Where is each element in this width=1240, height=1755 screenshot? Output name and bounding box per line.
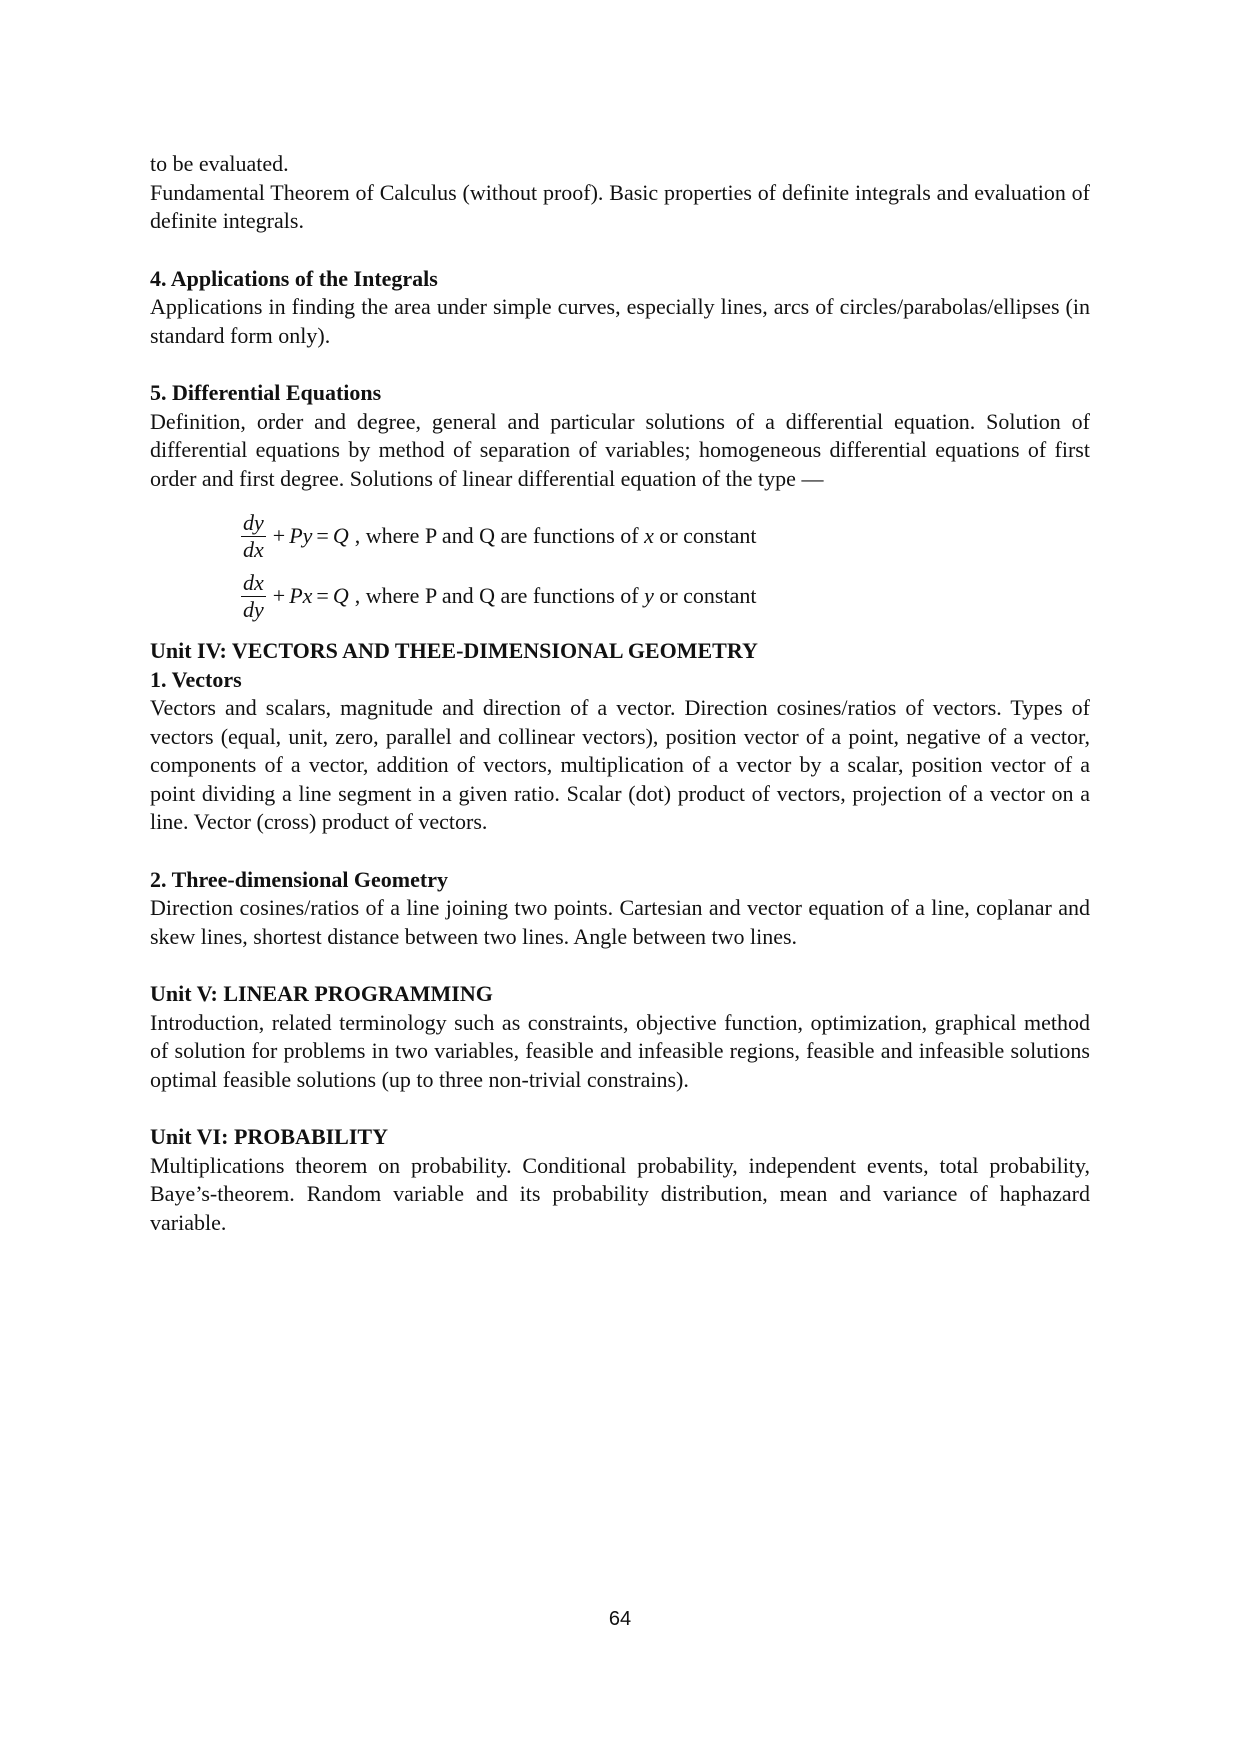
equation-description-tail: or constant [653,582,757,608]
equation-description-text: , where P and Q are functions of [354,522,645,548]
section-body-linear-programming: Introduction, related terminology such as constraints, objective function, optimization, graphical method of solution for problems in two variables, feasible and infeasible regions, feasible and infeasible solutions optimal feasible solutions (up to three non-trivial constrains). [150,1009,1090,1092]
unit-heading-probability: Unit VI: PROBABILITY [150,1124,388,1149]
section-body-differential: Definition, order and degree, general and particular solutions of a differential equation. Solution of differential equations by method of separation of variables; homogeneous differential equations of first order and first degree. Solutions of linear differential equation of the type — [150,408,1090,491]
equation-description-tail: or constant [653,522,757,548]
fraction-denominator: dx [243,536,264,562]
section-heading-geometry: 2. Three-dimensional Geometry [150,866,448,892]
unit-heading-vectors-geometry: Unit IV: VECTORS AND THEE-DIMENSIONAL GEOMETRY [150,638,758,663]
equation-expression [241,570,349,623]
equation-variable: x [644,522,654,548]
equation-dy-dx [241,507,1090,565]
equation-dx-dy [241,567,1090,625]
fraction-numerator: dy [243,509,264,535]
equals-sign: = [316,522,329,548]
spacer [150,951,1090,980]
section-body-applications: Applications in finding the area under simple curves, especially lines, arcs of circles/parabolas/ellipses (in standard form only). [150,294,1090,348]
equation-term: Py [289,522,313,548]
section-heading-differential: 5. Differential Equations [150,380,382,405]
equation-rhs: Q [332,522,349,548]
unit-heading-linear-programming: Unit V: LINEAR PROGRAMMING [150,981,493,1006]
fraction [241,570,266,623]
spacer [150,837,1090,866]
fraction-denominator: dy [243,596,264,622]
intro-paragraph: Fundamental Theorem of Calculus (without proof). Basic properties of definite integrals and evaluation of definite integrals. [150,179,1090,233]
equation-description [355,522,757,551]
page-number: 64 [608,1608,632,1630]
spacer [150,350,1090,379]
intro-line: to be evaluated. [150,151,289,176]
equals-sign: = [316,582,329,608]
section-body-geometry: Direction cosines/ratios of a line joining two points. Cartesian and vector equation of a line, coplanar and skew lines, shortest distance between two lines. Angle between two lines. [150,895,1090,949]
equation-variable: y [644,582,654,608]
equation-description [355,582,757,611]
fraction [241,510,266,563]
section-heading-vectors: 1. Vectors [150,666,242,692]
equation-description-text: , where P and Q are functions of [354,582,645,608]
plus-sign: + [272,522,286,548]
section-heading-applications: 4. Applications of the Integrals [150,265,438,291]
equation-expression [241,510,349,563]
section-body-probability: Multiplications theorem on probability. Conditional probability, independent events, total probability, Baye’s-theorem. Random variable and its probability distribution, mean and variance of haphazard variable. [150,1152,1090,1235]
equation-term: Px [289,582,313,608]
fraction-numerator: dx [243,569,264,595]
equation-block [241,507,1090,625]
spacer [150,1094,1090,1123]
page-content [150,150,1090,1237]
plus-sign: + [272,582,286,608]
section-body-vectors: Vectors and scalars, magnitude and direction of a vector. Direction cosines/ratios of vectors. Types of vectors (equal, unit, zero, parallel and collinear vectors), position vector of a point, negative of a vector, components of a vector, addition of vectors, multiplication of a vector by a scalar, position vector of a point dividing a line segment in a given ratio. Scalar (dot) product of vectors, projection of a vector on a line. Vector (cross) product of vectors. [150,695,1090,834]
equation-rhs: Q [332,582,349,608]
spacer [150,236,1090,265]
